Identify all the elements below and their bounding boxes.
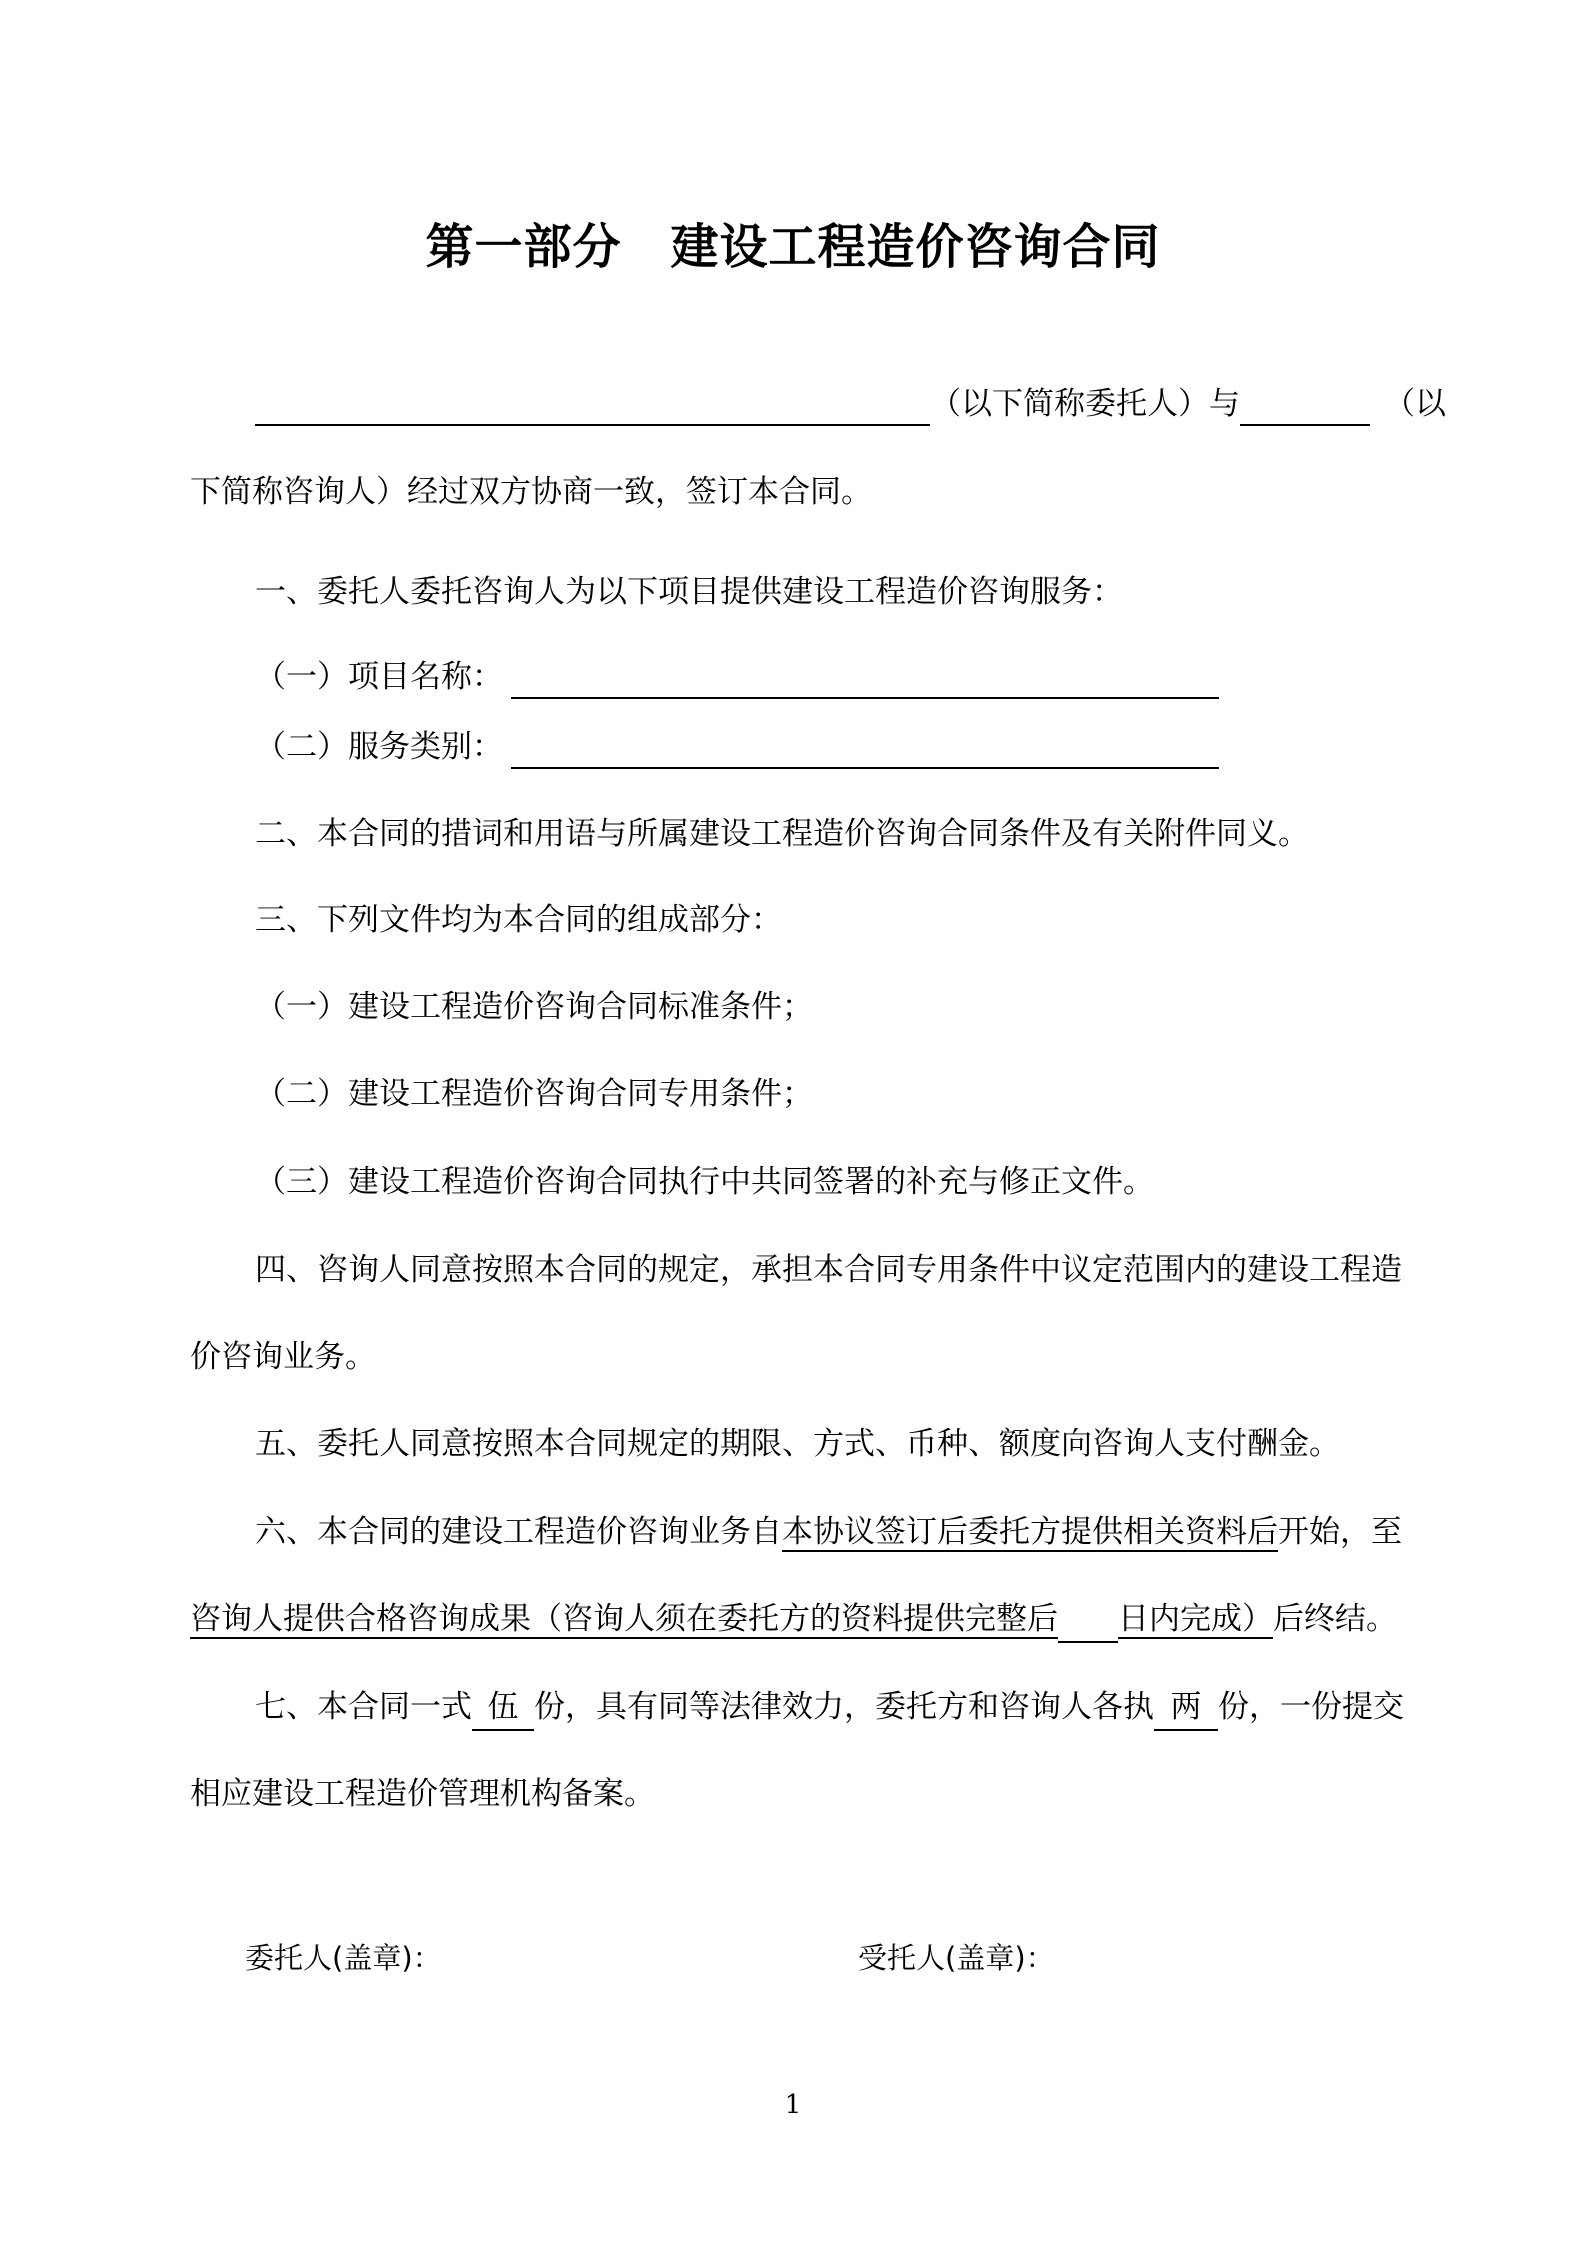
service-type-row [255, 725, 1219, 769]
clause-6-start-condition: 本协议签订后委托方提供相关资料后 [782, 1514, 1278, 1550]
clause-7-text-c: 份，一份提交 [1218, 1689, 1404, 1725]
client-name-blank [255, 382, 930, 426]
clause-4-line-2: 价咨询业务。 [190, 1339, 376, 1375]
intro-text-b: （以 [1384, 386, 1446, 422]
clause-7-text-b: 份，具有同等法律效力，委托方和咨询人各执 [534, 1689, 1154, 1725]
days-blank [1058, 1597, 1118, 1643]
clause-3-item: （二）建设工程造价咨询合同专用条件； [255, 1076, 813, 1112]
consultant-seal-label: 受托人(盖章)： [858, 1941, 1055, 1975]
consultant-name-blank [1240, 382, 1370, 426]
clause-6-end-condition-a: 咨询人提供合格咨询成果（咨询人须在委托方的资料提供完整后 [190, 1601, 1058, 1637]
copies-each-value: 两 [1154, 1685, 1218, 1731]
clause-3: 三、下列文件均为本合同的组成部分： [255, 902, 782, 938]
intro-line-2: 下简称咨询人）经过双方协商一致，签订本合同。 [190, 474, 872, 510]
client-seal-label: 委托人(盖章)： [245, 1941, 442, 1975]
clause-1: 一、委托人委托咨询人为以下项目提供建设工程造价咨询服务： [255, 574, 1123, 610]
service-type-label: （二）服务类别： [255, 729, 503, 765]
service-type-blank [511, 725, 1219, 769]
clause-7-line-2: 相应建设工程造价管理机构备案。 [190, 1776, 655, 1812]
clause-6-line-2 [190, 1597, 1397, 1643]
clause-6-text-c: 后终结。 [1273, 1601, 1397, 1637]
clause-2: 二、本合同的措词和用语与所属建设工程造价咨询合同条件及有关附件同义。 [255, 816, 1309, 852]
clause-7-text-a: 七、本合同一式 [255, 1689, 472, 1725]
project-name-label: （一）项目名称： [255, 659, 503, 695]
clause-5: 五、委托人同意按照本合同规定的期限、方式、币种、额度向咨询人支付酬金。 [255, 1426, 1340, 1462]
clause-6-text-b: 开始，至 [1278, 1514, 1402, 1550]
clause-6-line-1 [255, 1510, 1402, 1554]
clause-3-item: （一）建设工程造价咨询合同标准条件； [255, 989, 813, 1025]
project-name-blank [511, 655, 1219, 699]
clause-4-line-1: 四、咨询人同意按照本合同的规定，承担本合同专用条件中议定范围内的建设工程造 [255, 1252, 1402, 1288]
clause-7-line-1 [255, 1685, 1404, 1731]
intro-line-1 [255, 382, 1446, 426]
clause-6-text-a: 六、本合同的建设工程造价咨询业务自 [255, 1514, 782, 1550]
page-number: 1 [784, 2090, 802, 2120]
clause-6-end-condition-b: 日内完成） [1118, 1601, 1273, 1637]
page-title: 第一部分 建设工程造价咨询合同 [425, 219, 1161, 275]
project-name-row [255, 655, 1219, 699]
copies-total-value: 伍 [472, 1685, 534, 1731]
clause-3-item: （三）建设工程造价咨询合同执行中共同签署的补充与修正文件。 [255, 1164, 1154, 1200]
intro-text-a: （以下简称委托人）与 [930, 386, 1240, 422]
